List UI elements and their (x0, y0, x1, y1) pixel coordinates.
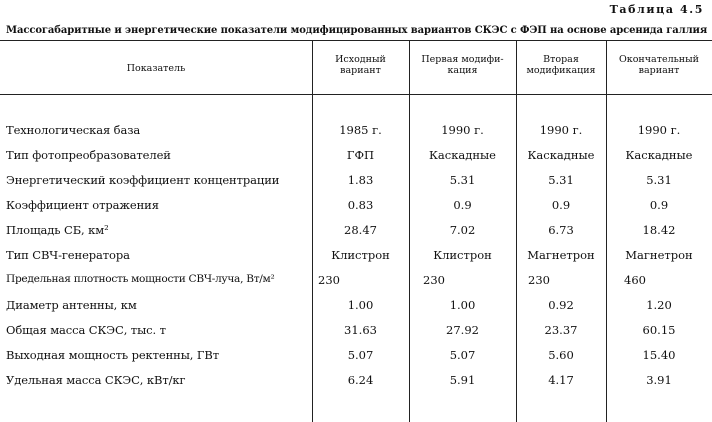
cell-initial: 5.07 (347, 348, 374, 362)
cell-initial: 1.00 (347, 298, 374, 312)
cell-initial: 28.47 (344, 223, 377, 237)
cell-second-mod: 5.31 (548, 173, 574, 187)
cell-first-mod: 7.02 (449, 223, 476, 237)
cell-second-mod: Каскадные (527, 148, 595, 162)
cell-final: 60.15 (642, 323, 676, 337)
cell-second-mod: 230 (528, 273, 550, 287)
table-row (0, 198, 712, 222)
row-label: Выходная мощность ректенны, ГВт (6, 348, 220, 362)
cell-first-mod: 1.00 (449, 298, 476, 312)
cell-second-mod: 0.9 (551, 198, 571, 212)
header-initial-variant: Исходный вариант (335, 54, 386, 76)
cell-final: Каскадные (625, 148, 693, 162)
cell-initial: 31.63 (344, 323, 377, 337)
cell-first-mod: 5.07 (449, 348, 476, 362)
table-row (0, 173, 712, 197)
table-row (0, 123, 712, 147)
cell-final: 15.40 (642, 348, 676, 362)
cell-final: 1990 г. (637, 123, 681, 137)
cell-first-mod: 0.9 (453, 198, 472, 212)
row-label: Общая масса СКЭС, тыс. т (6, 323, 166, 337)
cell-first-mod: 5.91 (449, 373, 476, 387)
table-row (0, 298, 712, 322)
table-caption: Массогабаритные и энергетические показатели модифицированных вариантов СКЭС с ФЭП на основе арсенида галлия (6, 25, 708, 36)
header-final-variant: Окончательный вариант (618, 54, 700, 76)
cell-first-mod: Каскадные (429, 148, 496, 162)
header-second-modification: Вторая модификация (526, 54, 596, 76)
table-row (0, 273, 712, 297)
table-row (0, 348, 712, 372)
cell-final: Магнетрон (625, 248, 693, 262)
cell-second-mod: 4.17 (548, 373, 574, 387)
row-label: Энергетический коэффициент концентрации (6, 173, 280, 187)
row-label: Предельная плотность мощности СВЧ-луча, Вт/м² (6, 273, 275, 285)
cell-second-mod: 1990 г. (539, 123, 583, 137)
cell-final: 0.9 (649, 198, 669, 212)
table-row (0, 373, 712, 397)
row-label: Тип СВЧ-генератора (6, 248, 130, 262)
header-indicator: Показатель (126, 63, 186, 74)
table-row (0, 248, 712, 272)
cell-final: 1.20 (646, 298, 672, 312)
cell-final: 460 (624, 273, 646, 287)
cell-second-mod: 6.73 (548, 223, 574, 237)
cell-initial: 1985 г. (339, 123, 382, 137)
cell-final: 5.31 (646, 173, 672, 187)
row-label: Диаметр антенны, км (6, 298, 137, 312)
cell-initial: 1.83 (347, 173, 374, 187)
table-number: Таблица 4.5 (609, 3, 704, 16)
row-label: Удельная масса СКЭС, кВт/кг (6, 373, 186, 387)
cell-second-mod: 0.92 (548, 298, 574, 312)
table-row (0, 148, 712, 172)
row-label: Коэффициент отражения (6, 198, 159, 212)
cell-first-mod: 5.31 (449, 173, 476, 187)
cell-initial: 230 (318, 273, 340, 287)
header-first-modification: Первая модифи- кация (421, 54, 504, 76)
cell-initial: ГФП (346, 148, 375, 162)
table-row (0, 223, 712, 247)
row-label: Технологическая база (6, 123, 141, 137)
row-label: Площадь СБ, км² (6, 223, 109, 237)
table-row (0, 323, 712, 347)
cell-first-mod: Клистрон (433, 248, 492, 262)
cell-initial: 0.83 (347, 198, 374, 212)
cell-initial: 6.24 (347, 373, 374, 387)
cell-first-mod: 1990 г. (441, 123, 484, 137)
cell-initial: Клистрон (331, 248, 390, 262)
cell-final: 18.42 (642, 223, 676, 237)
cell-first-mod: 27.92 (446, 323, 479, 337)
cell-second-mod: Магнетрон (527, 248, 595, 262)
cell-final: 3.91 (646, 373, 672, 387)
cell-second-mod: 23.37 (544, 323, 578, 337)
cell-first-mod: 230 (423, 273, 445, 287)
cell-second-mod: 5.60 (548, 348, 574, 362)
row-label: Тип фотопреобразователей (6, 148, 171, 162)
